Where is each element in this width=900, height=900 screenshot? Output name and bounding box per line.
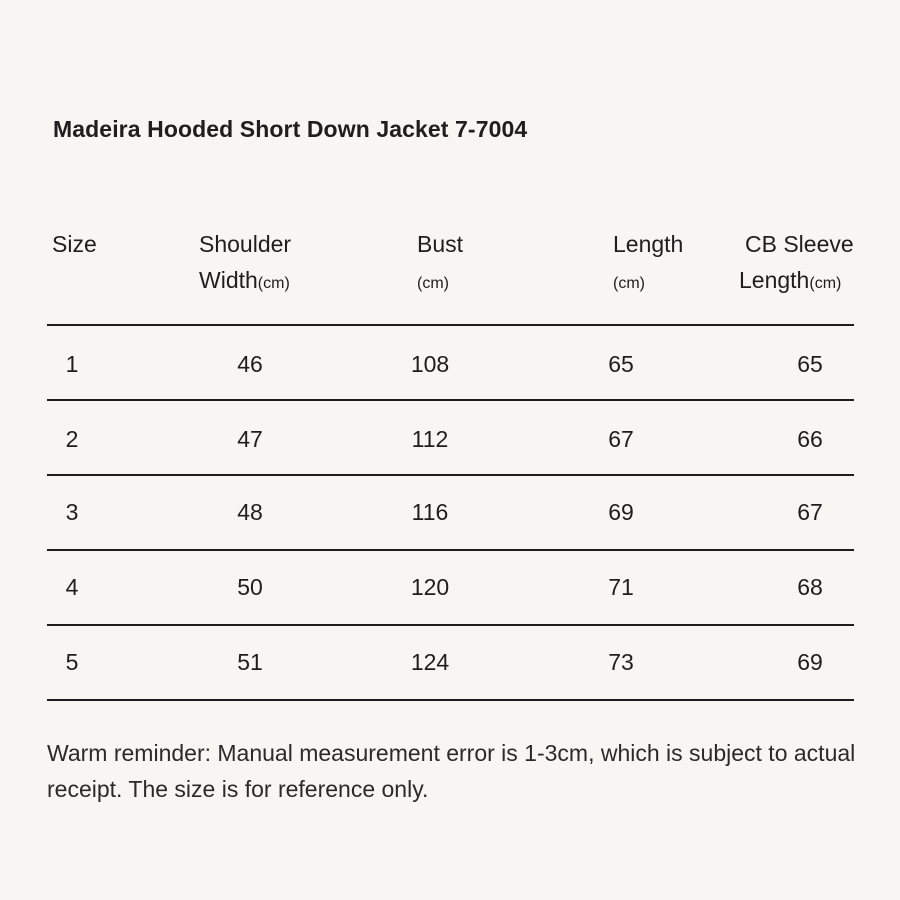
- cell-bust: 116: [411, 499, 449, 525]
- header-length-unit: (cm): [613, 275, 645, 292]
- header-shoulder-line1: Shoulder: [199, 231, 292, 257]
- cell-size: 1: [65, 351, 79, 377]
- cell-bust: 124: [410, 649, 450, 675]
- table-row: [0, 625, 900, 700]
- table-row: [0, 475, 900, 550]
- cell-sleeve-length: 67: [797, 499, 823, 525]
- cell-shoulder-width: 48: [237, 499, 263, 525]
- header-shoulder-width: [199, 226, 291, 302]
- cell-bust: 112: [411, 426, 449, 452]
- cell-bust: 120: [410, 574, 450, 600]
- cell-sleeve-length: 68: [797, 574, 823, 600]
- table-row: [0, 402, 900, 477]
- cell-length: 67: [608, 426, 634, 452]
- warm-reminder-note: Warm reminder: Manual measurement error is 1-3cm, which is subject to actual receipt. The size is for reference only.: [47, 740, 856, 802]
- header-bust: [404, 226, 463, 302]
- cell-sleeve-length: 69: [797, 649, 823, 675]
- header-cb-sleeve-length: [739, 226, 854, 302]
- header-sleeve-line1: CB Sleeve: [745, 231, 854, 257]
- header-bust-line1: Bust: [417, 231, 464, 257]
- table-divider: [47, 399, 854, 401]
- cell-size: 3: [65, 499, 79, 525]
- page-title: Madeira Hooded Short Down Jacket 7-7004: [53, 116, 528, 142]
- cell-bust: 108: [410, 351, 450, 377]
- header-size-label: Size: [52, 231, 97, 257]
- header-size: [52, 226, 97, 262]
- header-sleeve-unit: (cm): [809, 275, 842, 292]
- table-divider: [47, 324, 854, 326]
- cell-size: 5: [65, 649, 79, 675]
- table-row: [0, 327, 900, 402]
- cell-sleeve-length: 65: [797, 351, 823, 377]
- cell-shoulder-width: 47: [237, 426, 263, 452]
- cell-length: 69: [608, 499, 634, 525]
- cell-size: 2: [65, 426, 79, 452]
- cell-length: 73: [608, 649, 634, 675]
- cell-shoulder-width: 46: [237, 351, 263, 377]
- cell-length: 65: [608, 351, 634, 377]
- table-row: [0, 550, 900, 625]
- cell-shoulder-width: 51: [237, 649, 263, 675]
- cell-shoulder-width: 50: [237, 574, 263, 600]
- header-sleeve-line2: Length: [739, 267, 810, 293]
- header-shoulder-unit: (cm): [257, 275, 290, 292]
- header-length-line1: Length: [613, 231, 684, 257]
- header-shoulder-line2: Width: [199, 267, 258, 293]
- header-length: [572, 226, 683, 302]
- cell-size: 4: [65, 574, 79, 600]
- cell-length: 71: [608, 574, 634, 600]
- cell-sleeve-length: 66: [797, 426, 823, 452]
- table-divider: [47, 699, 854, 701]
- header-bust-unit: (cm): [417, 275, 449, 292]
